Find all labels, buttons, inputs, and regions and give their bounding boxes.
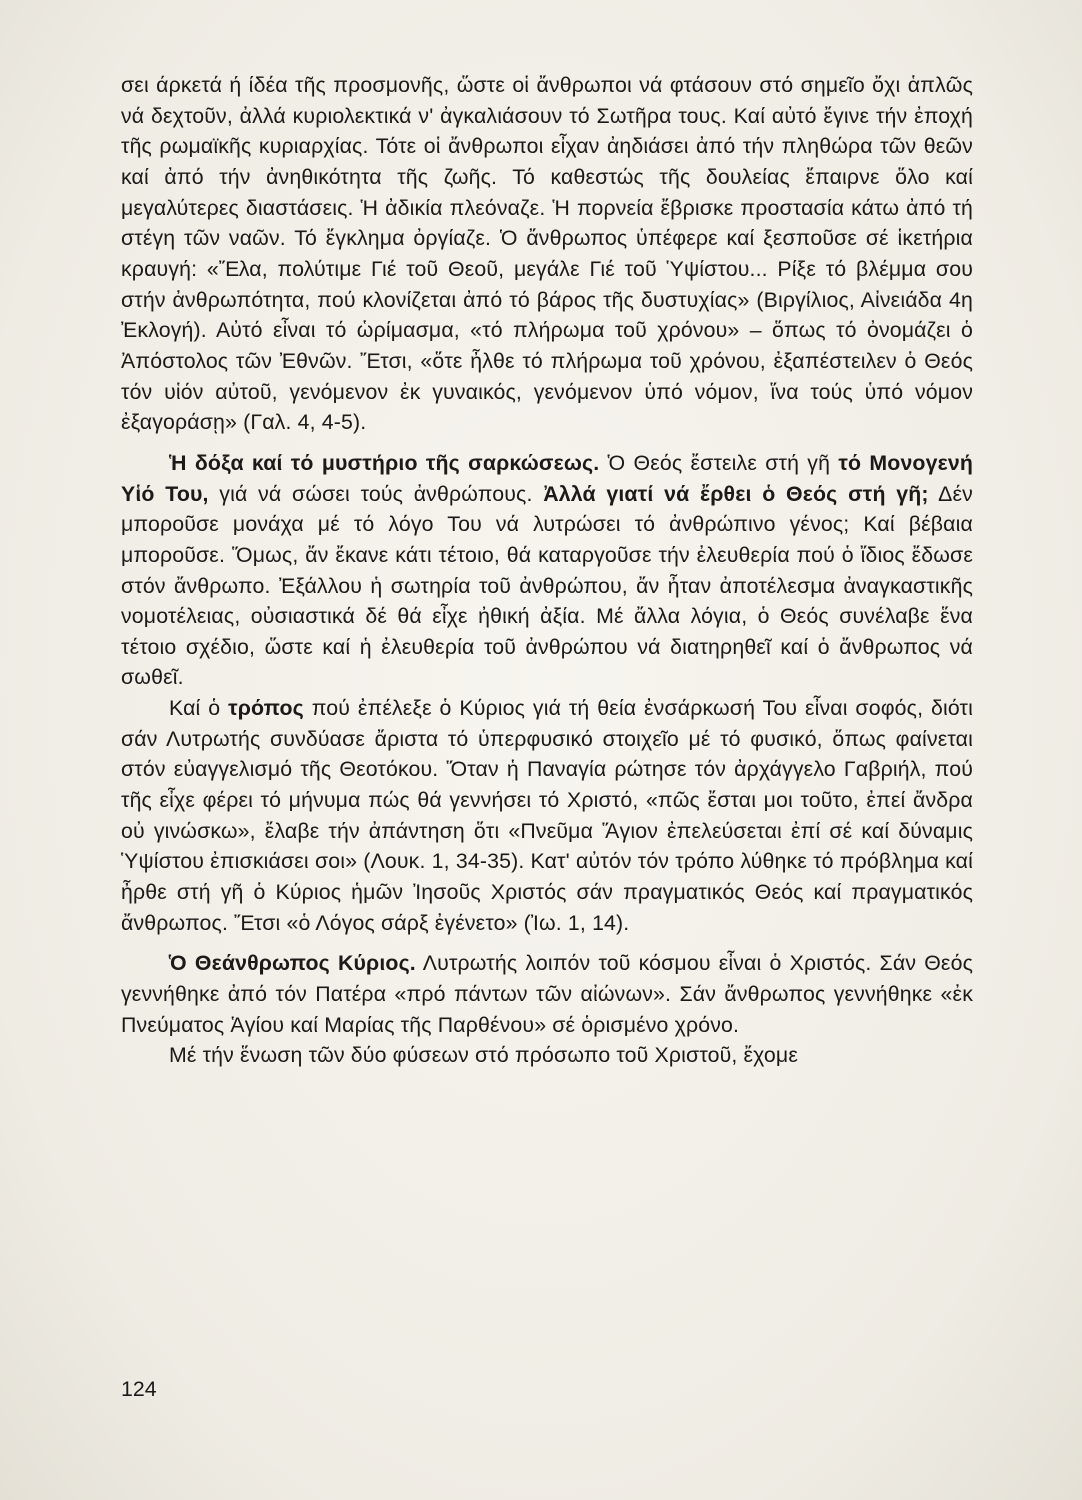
paragraph-text: Λυτρωτής λοιπόν τοῦ κόσμου εἶναι ὁ Χριστός. Σάν Θεός γεννήθηκε ἀπό τόν Πατέρα «πρό πάντων τῶν αἰώνων». Σάν ἄνθρωπος γεννήθηκε «ἐκ Πνεύματος Ἁγίου καί Μαρίας τῆς Παρθένου» σέ ὁρισμένο χρόνο. (121, 951, 973, 1037)
paragraph-manner (121, 693, 973, 938)
paragraph-text: Ὁ Θεός ἔστειλε στή γῆ (599, 450, 839, 475)
paragraph-incarnation-mystery (121, 448, 973, 693)
paragraph-text: γιά νά σώσει τούς ἀνθρώπους. (208, 481, 544, 506)
bold-word: τρόπος (228, 696, 304, 721)
section-heading-incarnation: Ἡ δόξα καί τό μυστήριο τῆς σαρκώσεως. (169, 450, 600, 475)
page-number: 124 (121, 1377, 157, 1401)
paragraph-god-man (121, 948, 973, 1040)
bold-question: Ἀλλά γιατί νά ἔρθει ὁ Θεός στή γῆ; (543, 481, 929, 506)
paragraph-text: Καί ὁ (169, 696, 229, 721)
bold-phrase: τό Μονογενή Υἱό Του, (121, 450, 973, 506)
section-heading-god-man: Ὁ Θεάνθρωπος Κύριος. (169, 951, 416, 976)
paragraph-continuation: σει άρκετά ή ίδέα τῆς προσμονῆς, ὥστε οἱ ἄνθρωποι νά φτάσουν στό σημεῖο ὄχι ἁπλῶς νά δεχτοῦν, ἀλλά κυριολεκτικά ν' ἀγκαλιάσουν τό Σωτῆρα τους. Καί αὐτό ἔγινε τήν ἐποχή τῆς ρωμαϊκῆς κυριαρχίας. Τότε οἱ ἄνθρωποι εἶχαν ἀηδιάσει ἀπό τήν πληθώρα τῶν θεῶν καί ἀπό τήν ἀνηθικότητα τῆς ζωῆς. Τό καθεστώς τῆς δουλείας ἔπαιρνε ὅλο καί μεγαλύτερες διαστάσεις. Ἡ ἀδικία πλεόναζε. Ἡ πορνεία ἔβρισκε προστασία κάτω ἀπό τή στέγη τῶν ναῶν. Τό ἔγκλημα ὀργίαζε. Ὁ ἄνθρωπος ὑπέφερε καί ξεσποῦσε σέ ἱκετήρια κραυγή: «Ἔλα, πολύτιμε Γιέ τοῦ Θεοῦ, μεγάλε Γιέ τοῦ Ὑψίστου... Ρίξε τό βλέμμα σου στήν ἀνθρωπότητα, πού κλονίζεται ἀπό τό βάρος τῆς δυστυχίας» (Βιργίλιος, Αἰνειάδα 4η Ἐκλογή). Αὐτό εἶναι τό ὡρίμασμα, «τό πλήρωμα τοῦ χρόνου» – ὅπως τό ὀνομάζει ὁ Ἀπόστολος τῶν Ἐθνῶν. Ἔτσι, «ὅτε ἦλθε τό πλήρωμα τοῦ χρόνου, ἐξαπέστειλεν ὁ Θεός τόν υἱόν αὐτοῦ, γενόμενον ἐκ γυναικός, γενόμενον ὑπό νόμον, ἵνα τούς ὑπό νόμον ἐξαγοράσῃ» (Γαλ. 4, 4-5). (121, 73, 973, 435)
paragraph-two-natures: Μέ τήν ἕνωση τῶν δύο φύσεων στό πρόσωπο τοῦ Χριστοῦ, ἔχομε (169, 1043, 798, 1068)
paragraph-text: Δέν μποροῦσε μονάχα μέ τό λόγο Του νά λυτρώσει τό ἀνθρώπινο γένος; Καί βέβαια μποροῦσε. Ὅμως, ἄν ἔκανε κάτι τέτοιο, θά καταργοῦσε τήν ἐλευθερία πού ὁ ἴδιος ἔδωσε στόν ἄνθρωπο. Ἐξάλλου ἡ σωτηρία τοῦ ἀνθρώπου, ἄν ἦταν ἀποτέλεσμα ἀναγκαστικῆς νομοτέλειας, οὐσιαστικά δέ θά εἶχε ἠθική ἀξία. Μέ ἄλλα λόγια, ὁ Θεός συνέλαβε ἕνα τέτοιο σχέδιο, ὥστε καί ἡ ἐλευθερία τοῦ ἀνθρώπου νά διατηρηθεῖ καί ὁ ἄνθρωπος νά σωθεῖ. (121, 481, 973, 690)
paragraph-text: πού ἐπέλεξε ὁ Κύριος γιά τή θεία ἐνσάρκωσή Του εἶναι σοφός, διότι σάν Λυτρωτής συνδύασε ἄριστα τό ὑπερφυσικό στοιχεῖο μέ τό φυσικό, ὅπως φαίνεται στόν εὐαγγελισμό τῆς Θεοτόκου. Ὅταν ἡ Παναγία ρώτησε τόν ἀρχάγγελο Γαβριήλ, πού τῆς εἶχε φέρει τό μήνυμα πώς θά γεννήσει τό Χριστό, «πῶς ἔσται μοι τοῦτο, ἐπεί ἄνδρα οὐ γινώσκω», ἔλαβε τήν ἀπάντηση ὅτι «Πνεῦμα Ἅγιον ἐπελεύσεται ἐπί σέ καί δύναμις Ὑψίστου ἐπισκιάσει σοι» (Λουκ. 1, 34-35). Κατ' αὐτόν τόν τρόπο λύθηκε τό πρόβλημα καί ἦρθε στή γῆ ὁ Κύριος ἡμῶν Ἰησοῦς Χριστός σάν πραγματικός Θεός καί πραγματικός ἄνθρωπος. Ἔτσι «ὁ Λόγος σάρξ ἐγένετο» (Ἰω. 1, 14). (121, 696, 973, 935)
body-text (121, 70, 973, 1071)
